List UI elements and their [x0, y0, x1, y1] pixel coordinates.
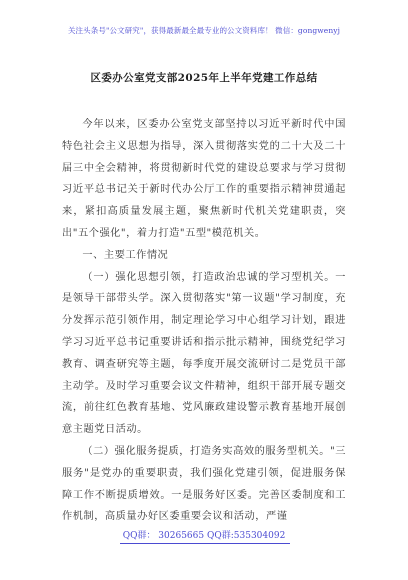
document-title: 区委办公室党支部2025年上半年党建工作总结	[90, 72, 318, 84]
section-heading: 一、主要工作情况	[82, 249, 169, 261]
intro-paragraph: 今年以来，区委办公室党支部坚持以习近平新时代中国特色社会主义思想为指导，深入贯彻落实党的二十大及二十届三中全会精神，将贯彻新时代党的建设总要求与学习贯彻习近平总书记关于新时代办公厅工作的重要指示精神贯通起来，紧扣高质量发展主题，聚焦新时代机关党建职责，突出"五个强化"，着力打造"五型"模范机关。	[62, 119, 346, 239]
document-body	[62, 114, 346, 528]
header-banner: 关注头条号"公文研究"，获得最新最全最专业的公文资料库！ 微信：gongwenyj	[67, 26, 341, 35]
section-2-paragraph: （二）强化服务提质，打造务实高效的服务型机关。"三服务"是党办的重要职责，我们强化党建引领，促进服务保障工作不断提质增效。一是服务好区委。完善区委制度和工作机制，高质量办好区委重要会议和活动，严谨	[62, 445, 346, 523]
footer-contact: QQ群： 30265665 QQ群:535304092	[122, 531, 286, 541]
footer-underline	[120, 543, 290, 544]
section-1-paragraph: （一）强化思想引领，打造政治忠诚的学习型机关。一是领导干部带头学。深入贯彻落实"第一议题"学习制度，充分发挥示范引领作用，制定理论学习中心组学习计划，跟进学习习近平总书记重要讲话和指示批示精神，围绕党纪学习教育、调查研究等主题，每季度开展交流研讨二是党员干部主动学。及时学习重要会议文件精神，组织干部开展专题交流，前往红色教育基地、党风廉政建设警示教育基地开展创意主题党日活动。	[62, 271, 346, 436]
